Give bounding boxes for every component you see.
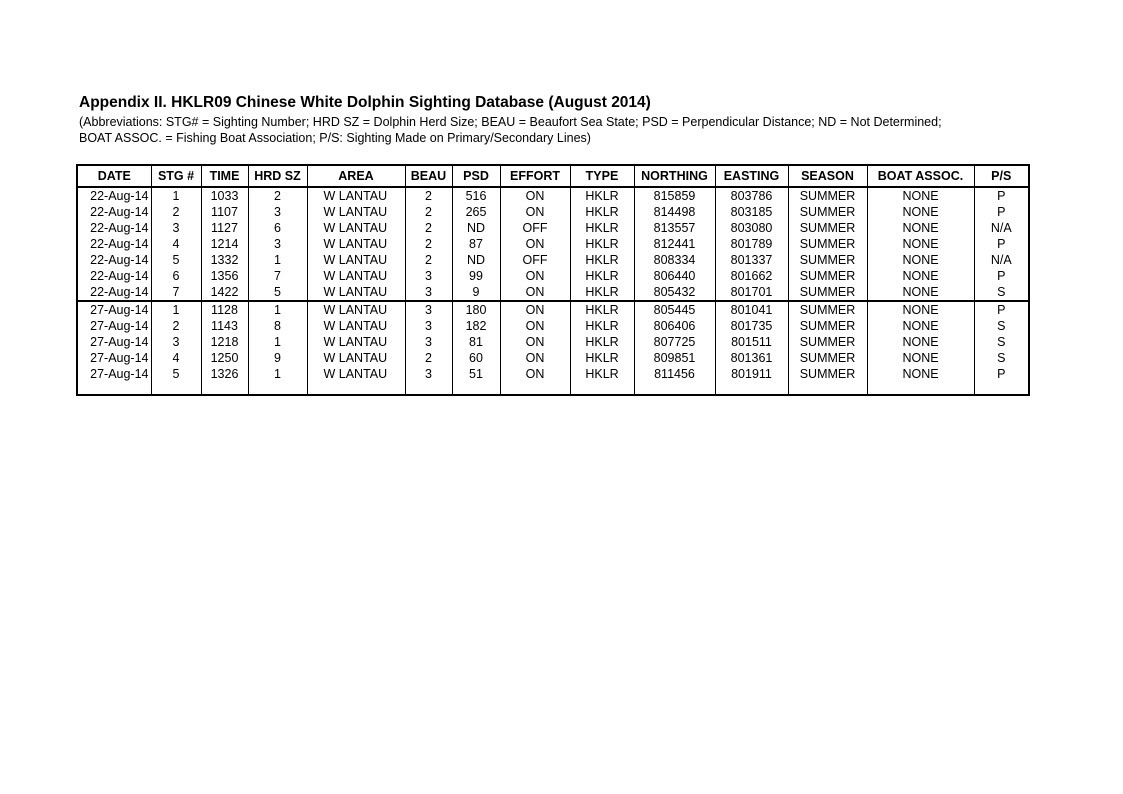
cell-beau: 3 xyxy=(405,318,452,334)
cell-hrd-sz: 6 xyxy=(248,220,307,236)
cell-season: SUMMER xyxy=(788,318,867,334)
cell-easting: 803080 xyxy=(715,220,788,236)
cell-ps: P xyxy=(974,187,1029,204)
cell-time: 1214 xyxy=(201,236,248,252)
cell-easting: 801911 xyxy=(715,366,788,382)
blank-cell xyxy=(867,382,974,395)
cell-date: 22-Aug-14 xyxy=(77,268,151,284)
cell-boat-assoc: NONE xyxy=(867,366,974,382)
table-row xyxy=(77,334,1029,350)
cell-area: W LANTAU xyxy=(307,318,405,334)
cell-beau: 2 xyxy=(405,220,452,236)
cell-northing: 811456 xyxy=(634,366,715,382)
cell-date: 27-Aug-14 xyxy=(77,366,151,382)
blank-cell xyxy=(248,382,307,395)
cell-time: 1218 xyxy=(201,334,248,350)
cell-date: 22-Aug-14 xyxy=(77,236,151,252)
cell-ps: P xyxy=(974,301,1029,318)
cell-date: 22-Aug-14 xyxy=(77,252,151,268)
cell-psd: ND xyxy=(452,220,500,236)
cell-time: 1128 xyxy=(201,301,248,318)
cell-easting: 801735 xyxy=(715,318,788,334)
blank-cell xyxy=(788,382,867,395)
cell-time: 1422 xyxy=(201,284,248,301)
cell-hrd-sz: 2 xyxy=(248,187,307,204)
col-header-date: DATE xyxy=(77,165,151,187)
cell-effort: ON xyxy=(500,284,570,301)
cell-psd: 182 xyxy=(452,318,500,334)
cell-easting: 801361 xyxy=(715,350,788,366)
cell-time: 1127 xyxy=(201,220,248,236)
cell-boat-assoc: NONE xyxy=(867,187,974,204)
col-header-easting: EASTING xyxy=(715,165,788,187)
blank-cell xyxy=(201,382,248,395)
col-header-effort: EFFORT xyxy=(500,165,570,187)
cell-ps: S xyxy=(974,350,1029,366)
cell-hrd-sz: 1 xyxy=(248,366,307,382)
cell-time: 1033 xyxy=(201,187,248,204)
cell-ps: S xyxy=(974,334,1029,350)
table-row xyxy=(77,220,1029,236)
cell-northing: 805445 xyxy=(634,301,715,318)
cell-psd: 81 xyxy=(452,334,500,350)
cell-beau: 3 xyxy=(405,268,452,284)
cell-easting: 801041 xyxy=(715,301,788,318)
cell-stg: 6 xyxy=(151,268,201,284)
cell-psd: 99 xyxy=(452,268,500,284)
cell-effort: OFF xyxy=(500,252,570,268)
col-header-hrd-sz: HRD SZ xyxy=(248,165,307,187)
cell-date: 22-Aug-14 xyxy=(77,220,151,236)
cell-area: W LANTAU xyxy=(307,204,405,220)
cell-season: SUMMER xyxy=(788,301,867,318)
cell-stg: 1 xyxy=(151,301,201,318)
cell-northing: 815859 xyxy=(634,187,715,204)
cell-boat-assoc: NONE xyxy=(867,204,974,220)
col-header-beau: BEAU xyxy=(405,165,452,187)
cell-ps: S xyxy=(974,284,1029,301)
cell-effort: ON xyxy=(500,350,570,366)
cell-ps: P xyxy=(974,236,1029,252)
cell-beau: 2 xyxy=(405,187,452,204)
cell-type: HKLR xyxy=(570,366,634,382)
cell-effort: ON xyxy=(500,187,570,204)
cell-time: 1332 xyxy=(201,252,248,268)
page-title: Appendix II. HKLR09 Chinese White Dolphin Sighting Database (August 2014) xyxy=(79,94,651,111)
table-row xyxy=(77,350,1029,366)
abbreviations-line-1: (Abbreviations: STG# = Sighting Number; HRD SZ = Dolphin Herd Size; BEAU = Beaufort Sea State; PSD = Perpendicular Distance; ND = Not Determined; xyxy=(79,115,942,129)
cell-time: 1143 xyxy=(201,318,248,334)
cell-easting: 801662 xyxy=(715,268,788,284)
cell-ps: P xyxy=(974,268,1029,284)
cell-date: 27-Aug-14 xyxy=(77,318,151,334)
table-blank-row xyxy=(77,382,1029,395)
cell-boat-assoc: NONE xyxy=(867,236,974,252)
cell-stg: 3 xyxy=(151,220,201,236)
cell-date: 22-Aug-14 xyxy=(77,284,151,301)
blank-cell xyxy=(307,382,405,395)
cell-northing: 814498 xyxy=(634,204,715,220)
cell-hrd-sz: 1 xyxy=(248,252,307,268)
cell-northing: 805432 xyxy=(634,284,715,301)
col-header-type: TYPE xyxy=(570,165,634,187)
cell-season: SUMMER xyxy=(788,204,867,220)
cell-effort: ON xyxy=(500,236,570,252)
cell-type: HKLR xyxy=(570,252,634,268)
cell-area: W LANTAU xyxy=(307,350,405,366)
cell-season: SUMMER xyxy=(788,268,867,284)
table-row xyxy=(77,284,1029,301)
cell-stg: 2 xyxy=(151,318,201,334)
cell-northing: 813557 xyxy=(634,220,715,236)
blank-cell xyxy=(500,382,570,395)
cell-effort: ON xyxy=(500,301,570,318)
cell-psd: 265 xyxy=(452,204,500,220)
cell-date: 22-Aug-14 xyxy=(77,204,151,220)
col-header-psd: PSD xyxy=(452,165,500,187)
cell-type: HKLR xyxy=(570,204,634,220)
abbreviations-note xyxy=(79,114,942,146)
cell-stg: 2 xyxy=(151,204,201,220)
cell-effort: OFF xyxy=(500,220,570,236)
cell-beau: 3 xyxy=(405,301,452,318)
cell-season: SUMMER xyxy=(788,220,867,236)
table-row xyxy=(77,204,1029,220)
cell-ps: P xyxy=(974,366,1029,382)
cell-psd: 9 xyxy=(452,284,500,301)
table-row xyxy=(77,301,1029,318)
cell-beau: 3 xyxy=(405,366,452,382)
cell-ps: P xyxy=(974,204,1029,220)
cell-northing: 812441 xyxy=(634,236,715,252)
cell-psd: ND xyxy=(452,252,500,268)
cell-area: W LANTAU xyxy=(307,220,405,236)
cell-stg: 5 xyxy=(151,366,201,382)
cell-area: W LANTAU xyxy=(307,366,405,382)
cell-type: HKLR xyxy=(570,187,634,204)
cell-hrd-sz: 1 xyxy=(248,301,307,318)
cell-stg: 1 xyxy=(151,187,201,204)
cell-stg: 4 xyxy=(151,236,201,252)
blank-cell xyxy=(634,382,715,395)
cell-type: HKLR xyxy=(570,334,634,350)
table-row xyxy=(77,236,1029,252)
cell-area: W LANTAU xyxy=(307,252,405,268)
cell-boat-assoc: NONE xyxy=(867,334,974,350)
cell-psd: 87 xyxy=(452,236,500,252)
blank-cell xyxy=(715,382,788,395)
cell-boat-assoc: NONE xyxy=(867,220,974,236)
cell-type: HKLR xyxy=(570,350,634,366)
cell-effort: ON xyxy=(500,318,570,334)
cell-beau: 3 xyxy=(405,334,452,350)
table-row xyxy=(77,252,1029,268)
cell-effort: ON xyxy=(500,366,570,382)
cell-effort: ON xyxy=(500,204,570,220)
col-header-ps: P/S xyxy=(974,165,1029,187)
cell-area: W LANTAU xyxy=(307,284,405,301)
cell-boat-assoc: NONE xyxy=(867,350,974,366)
cell-boat-assoc: NONE xyxy=(867,268,974,284)
cell-psd: 180 xyxy=(452,301,500,318)
cell-boat-assoc: NONE xyxy=(867,252,974,268)
cell-northing: 806406 xyxy=(634,318,715,334)
cell-effort: ON xyxy=(500,268,570,284)
blank-cell xyxy=(151,382,201,395)
col-header-season: SEASON xyxy=(788,165,867,187)
cell-type: HKLR xyxy=(570,220,634,236)
cell-time: 1356 xyxy=(201,268,248,284)
cell-effort: ON xyxy=(500,334,570,350)
cell-beau: 2 xyxy=(405,350,452,366)
blank-cell xyxy=(405,382,452,395)
cell-season: SUMMER xyxy=(788,350,867,366)
cell-date: 22-Aug-14 xyxy=(77,187,151,204)
cell-easting: 801337 xyxy=(715,252,788,268)
cell-psd: 516 xyxy=(452,187,500,204)
cell-type: HKLR xyxy=(570,301,634,318)
cell-time: 1250 xyxy=(201,350,248,366)
cell-hrd-sz: 3 xyxy=(248,236,307,252)
cell-stg: 5 xyxy=(151,252,201,268)
cell-northing: 809851 xyxy=(634,350,715,366)
blank-cell xyxy=(974,382,1029,395)
sighting-table xyxy=(76,164,1030,396)
table-row xyxy=(77,268,1029,284)
cell-hrd-sz: 9 xyxy=(248,350,307,366)
col-header-boat-assoc: BOAT ASSOC. xyxy=(867,165,974,187)
cell-season: SUMMER xyxy=(788,236,867,252)
cell-psd: 51 xyxy=(452,366,500,382)
cell-type: HKLR xyxy=(570,268,634,284)
cell-type: HKLR xyxy=(570,318,634,334)
col-header-area: AREA xyxy=(307,165,405,187)
cell-stg: 3 xyxy=(151,334,201,350)
cell-easting: 801789 xyxy=(715,236,788,252)
cell-northing: 808334 xyxy=(634,252,715,268)
cell-area: W LANTAU xyxy=(307,334,405,350)
blank-cell xyxy=(570,382,634,395)
cell-boat-assoc: NONE xyxy=(867,301,974,318)
cell-area: W LANTAU xyxy=(307,301,405,318)
cell-beau: 2 xyxy=(405,252,452,268)
col-header-northing: NORTHING xyxy=(634,165,715,187)
cell-northing: 807725 xyxy=(634,334,715,350)
cell-hrd-sz: 7 xyxy=(248,268,307,284)
cell-time: 1326 xyxy=(201,366,248,382)
cell-hrd-sz: 5 xyxy=(248,284,307,301)
cell-hrd-sz: 8 xyxy=(248,318,307,334)
cell-easting: 803185 xyxy=(715,204,788,220)
cell-season: SUMMER xyxy=(788,187,867,204)
cell-easting: 801511 xyxy=(715,334,788,350)
abbreviations-line-2: BOAT ASSOC. = Fishing Boat Association; P/S: Sighting Made on Primary/Secondary Lines) xyxy=(79,131,591,145)
cell-ps: N/A xyxy=(974,252,1029,268)
cell-hrd-sz: 3 xyxy=(248,204,307,220)
table-header-row xyxy=(77,165,1029,187)
cell-psd: 60 xyxy=(452,350,500,366)
cell-stg: 7 xyxy=(151,284,201,301)
cell-beau: 2 xyxy=(405,236,452,252)
cell-season: SUMMER xyxy=(788,334,867,350)
table-row xyxy=(77,187,1029,204)
cell-date: 27-Aug-14 xyxy=(77,334,151,350)
cell-area: W LANTAU xyxy=(307,187,405,204)
cell-boat-assoc: NONE xyxy=(867,318,974,334)
cell-hrd-sz: 1 xyxy=(248,334,307,350)
cell-northing: 806440 xyxy=(634,268,715,284)
cell-easting: 803786 xyxy=(715,187,788,204)
cell-stg: 4 xyxy=(151,350,201,366)
cell-season: SUMMER xyxy=(788,284,867,301)
col-header-stg: STG # xyxy=(151,165,201,187)
table-row xyxy=(77,318,1029,334)
cell-ps: N/A xyxy=(974,220,1029,236)
cell-season: SUMMER xyxy=(788,252,867,268)
cell-season: SUMMER xyxy=(788,366,867,382)
blank-cell xyxy=(452,382,500,395)
cell-beau: 2 xyxy=(405,204,452,220)
cell-area: W LANTAU xyxy=(307,236,405,252)
table-row xyxy=(77,366,1029,382)
cell-date: 27-Aug-14 xyxy=(77,350,151,366)
cell-type: HKLR xyxy=(570,284,634,301)
cell-area: W LANTAU xyxy=(307,268,405,284)
cell-easting: 801701 xyxy=(715,284,788,301)
cell-boat-assoc: NONE xyxy=(867,284,974,301)
cell-beau: 3 xyxy=(405,284,452,301)
cell-ps: S xyxy=(974,318,1029,334)
blank-cell xyxy=(77,382,151,395)
cell-date: 27-Aug-14 xyxy=(77,301,151,318)
col-header-time: TIME xyxy=(201,165,248,187)
cell-time: 1107 xyxy=(201,204,248,220)
cell-type: HKLR xyxy=(570,236,634,252)
